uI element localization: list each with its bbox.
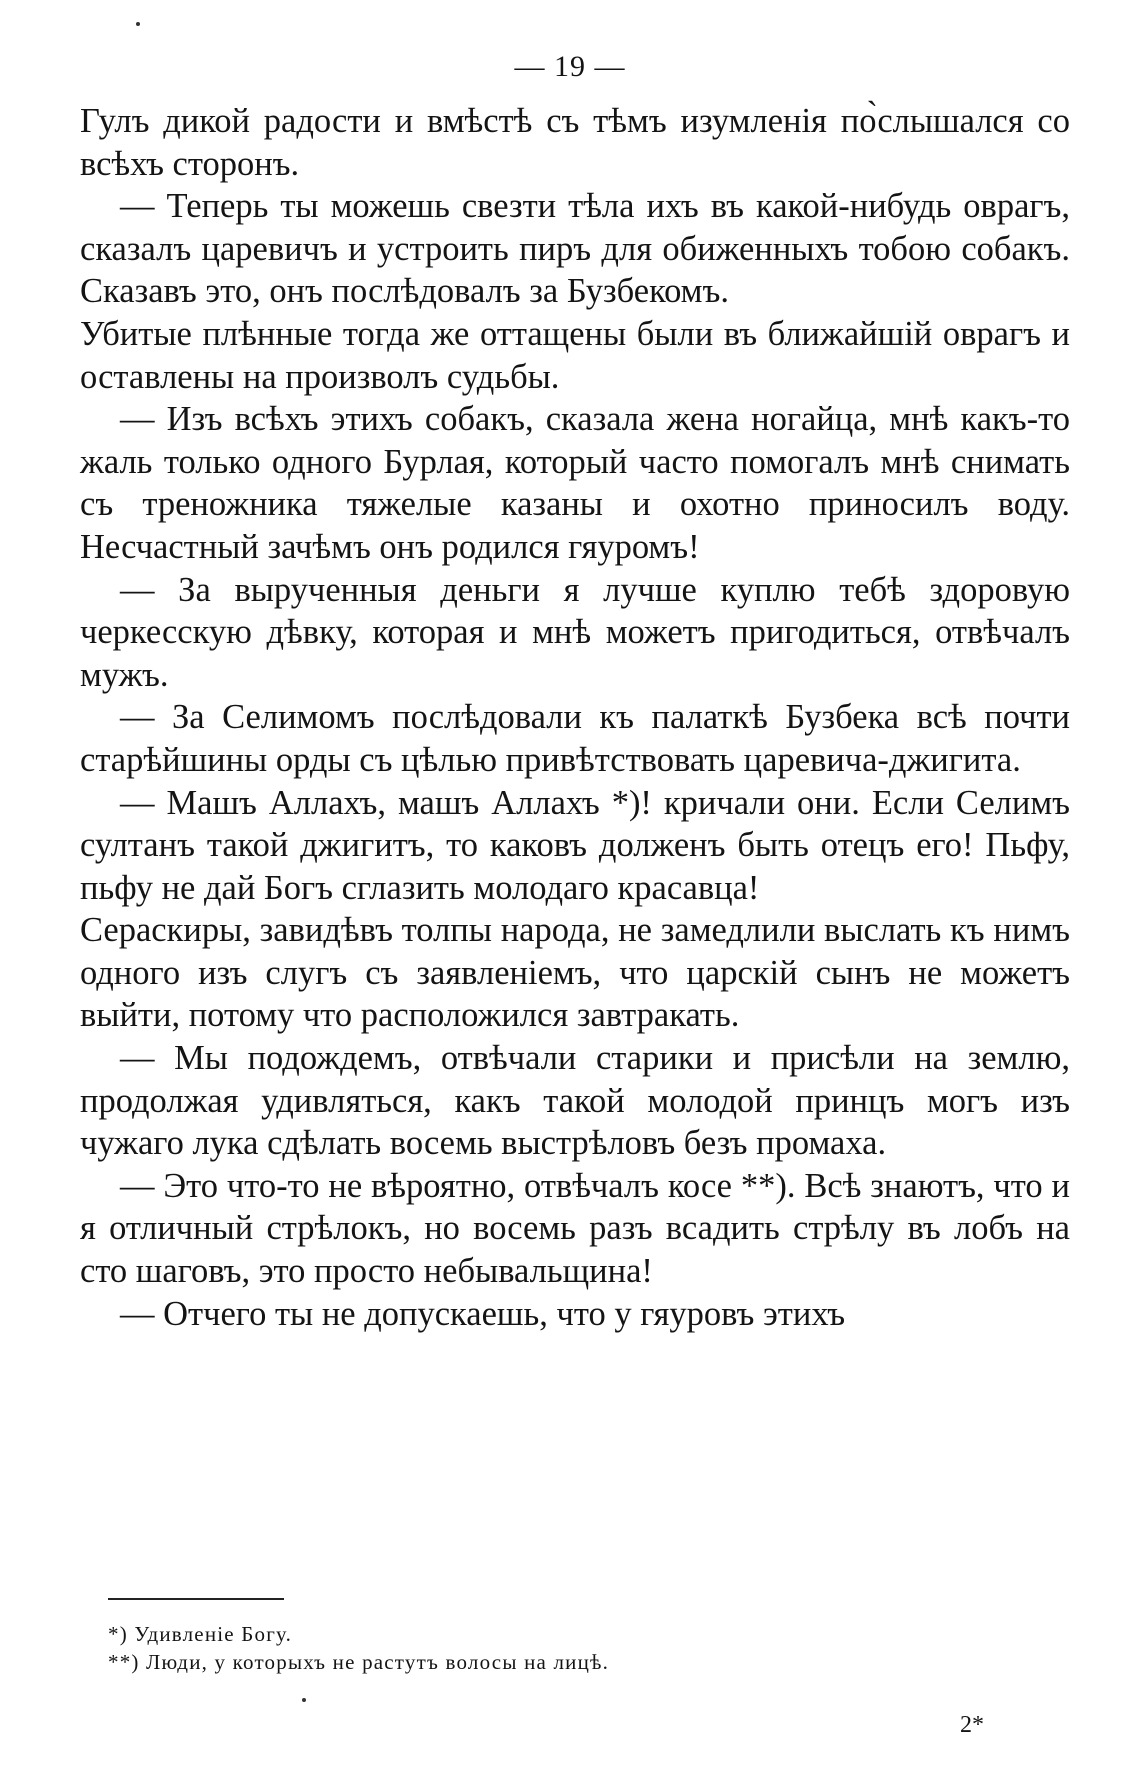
footnote-separator (108, 1598, 284, 1600)
printer-signature: 2* (960, 1712, 984, 1738)
paragraph: Гулъ дикой радости и вмѣстѣ съ тѣмъ изумленія по̀слышался со всѣхъ сторонъ. (80, 102, 1070, 183)
paragraph: — Теперь ты можешь свезти тѣла ихъ въ какой-нибудь оврагъ, сказалъ царевичъ и устроить пиръ для обиженныхъ тобою собакъ. Сказавъ это, онъ послѣдовалъ за Бузбекомъ. (80, 187, 1070, 311)
page-number: — 19 — (514, 50, 626, 83)
footnote: *) Удивленіе Богу. (108, 1622, 293, 1646)
footnote: **) Люди, у которыхъ не растутъ волосы на лицѣ. (108, 1650, 610, 1674)
paragraph: Убитые плѣнные тогда же оттащены были въ ближайшій оврагъ и оставлены на произволъ судьбы. (80, 314, 1070, 396)
paragraph: — Изъ всѣхъ этихъ собакъ, сказала жена ногайца, мнѣ какъ-то жаль только одного Бурлая, который часто помогалъ мнѣ снимать съ треножника тяжелые казаны и охотно приносилъ воду. Несчастный зачѣмъ онъ родился гяуромъ! (80, 400, 1070, 566)
paragraph: — Это что-то не вѣроятно, отвѣчалъ косе **). Всѣ знаютъ, что и я отличный стрѣлокъ, но восемь разъ всадить стрѣлу въ лобъ на сто шаговъ, это просто небывальщина! (80, 1166, 1070, 1291)
paragraph: — Машъ Аллахъ, машъ Аллахъ *)! кричали они. Если Селимъ султанъ такой джигитъ, то каковъ долженъ быть отецъ его! Пьфу, пьфу не дай Богъ сглазить молодаго красавца! (80, 783, 1070, 907)
print-speck (302, 1698, 306, 1702)
paragraph: Сераскиры, завидѣвъ толпы народа, не замедлили выслать къ нимъ одного изъ слугъ съ заявленіемъ, что царскій сынъ не можетъ выйти, потому что расположился завтракать. (80, 911, 1070, 1035)
paragraph: — За вырученныя деньги я лучше куплю тебѣ здоровую черкесскую дѣвку, которая и мнѣ можетъ пригодиться, отвѣчалъ мужъ. (80, 570, 1070, 694)
body-text (80, 100, 1070, 1335)
paragraph: — Отчего ты не допускаешь, что у гяуровъ этихъ (120, 1294, 846, 1333)
footnotes (108, 1620, 1028, 1676)
paragraph: — За Селимомъ послѣдовали къ палаткѣ Бузбека всѣ почти старѣйшины орды съ цѣлью привѣтствовать царевича-джигита. (80, 698, 1070, 779)
paragraph: — Мы подождемъ, отвѣчали старики и присѣли на землю, продолжая удивляться, какъ такой молодой принцъ могъ изъ чужаго лука сдѣлать восемь выстрѣловъ безъ промаха. (80, 1039, 1070, 1163)
print-speck (136, 22, 140, 26)
